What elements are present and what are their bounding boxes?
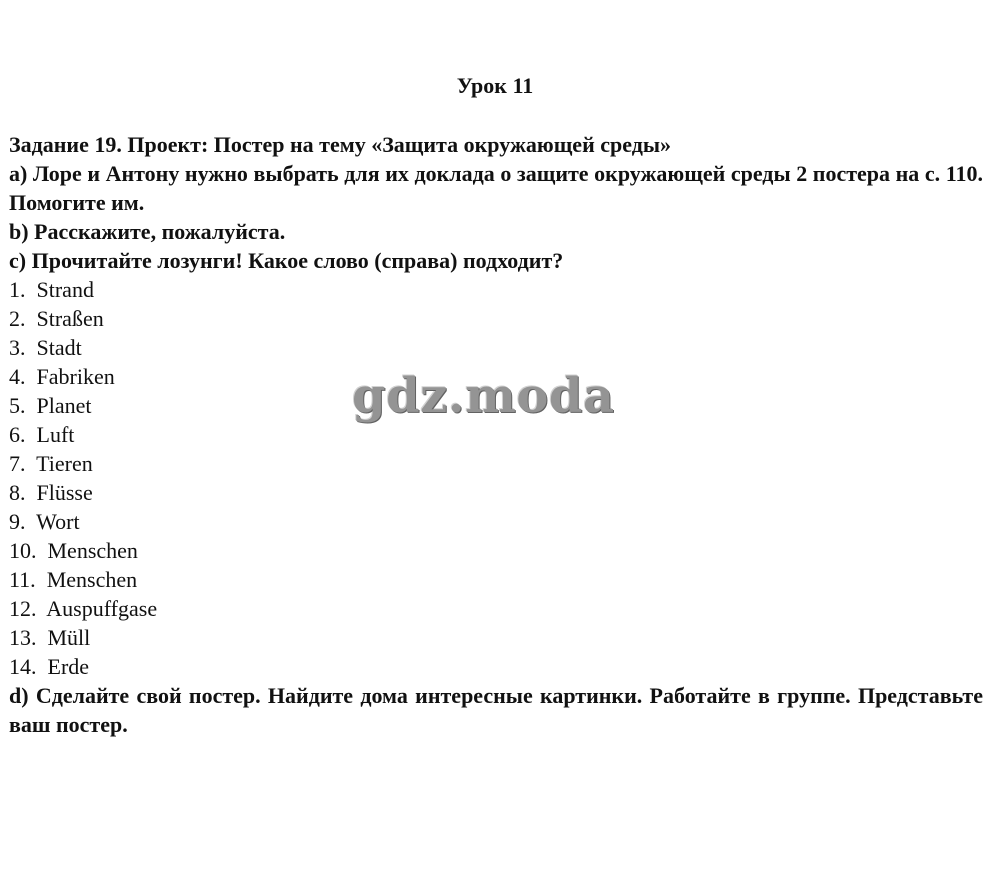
answer-number: 5.	[9, 393, 26, 418]
answer-item	[9, 449, 983, 478]
answer-item	[9, 275, 983, 304]
answer-word: Menschen	[47, 538, 138, 563]
answer-number: 7.	[9, 451, 26, 476]
watermark-logo: gdz.moda	[352, 368, 615, 424]
answer-number: 1.	[9, 277, 26, 302]
answer-item	[9, 333, 983, 362]
answer-word: Fabriken	[36, 364, 115, 389]
part-c-text: c) Прочитайте лозунги! Какое слово (справа) подходит?	[9, 248, 564, 273]
answer-number: 8.	[9, 480, 26, 505]
answer-word: Planet	[36, 393, 92, 418]
answer-item	[9, 536, 983, 565]
part-d-text: d) Сделайте свой постер. Найдите дома интересные картинки. Работайте в группе. Представьте ваш постер.	[9, 683, 983, 737]
part-a-text: а) Лоре и Антону нужно выбрать для их доклада о защите окружающей среды 2 постера на с. 110. Помогите им.	[9, 161, 983, 215]
answer-word: Auspuffgase	[46, 596, 158, 621]
answer-list	[9, 275, 983, 681]
answer-word: Strand	[36, 277, 94, 302]
answer-number: 11.	[9, 567, 36, 592]
answer-number: 9.	[9, 509, 26, 534]
answer-number: 6.	[9, 422, 26, 447]
answer-word: Stadt	[36, 335, 82, 360]
answer-item	[9, 304, 983, 333]
answer-number: 14.	[9, 654, 37, 679]
answer-item	[9, 478, 983, 507]
answer-word: Müll	[47, 625, 91, 650]
answer-word: Wort	[36, 509, 80, 534]
answer-word: Luft	[36, 422, 75, 447]
task-heading: Задание 19. Проект: Постер на тему «Защита окружающей среды»	[9, 132, 672, 157]
answer-word: Tieren	[36, 451, 93, 476]
answer-number: 2.	[9, 306, 26, 331]
answer-item	[9, 623, 983, 652]
answer-word: Straßen	[36, 306, 104, 331]
answer-number: 12.	[9, 596, 37, 621]
answer-item	[9, 652, 983, 681]
task-content	[9, 130, 983, 739]
answer-word: Flüsse	[36, 480, 93, 505]
part-b-text: b) Расскажите, пожалуйста.	[9, 219, 286, 244]
answer-number: 10.	[9, 538, 37, 563]
answer-number: 13.	[9, 625, 37, 650]
lesson-title: Урок 11	[456, 73, 534, 98]
answer-item	[9, 594, 983, 623]
answer-number: 3.	[9, 335, 26, 360]
answer-word: Menschen	[46, 567, 138, 592]
answer-item	[9, 565, 983, 594]
answer-item	[9, 507, 983, 536]
answer-word: Erde	[47, 654, 90, 679]
answer-number: 4.	[9, 364, 26, 389]
